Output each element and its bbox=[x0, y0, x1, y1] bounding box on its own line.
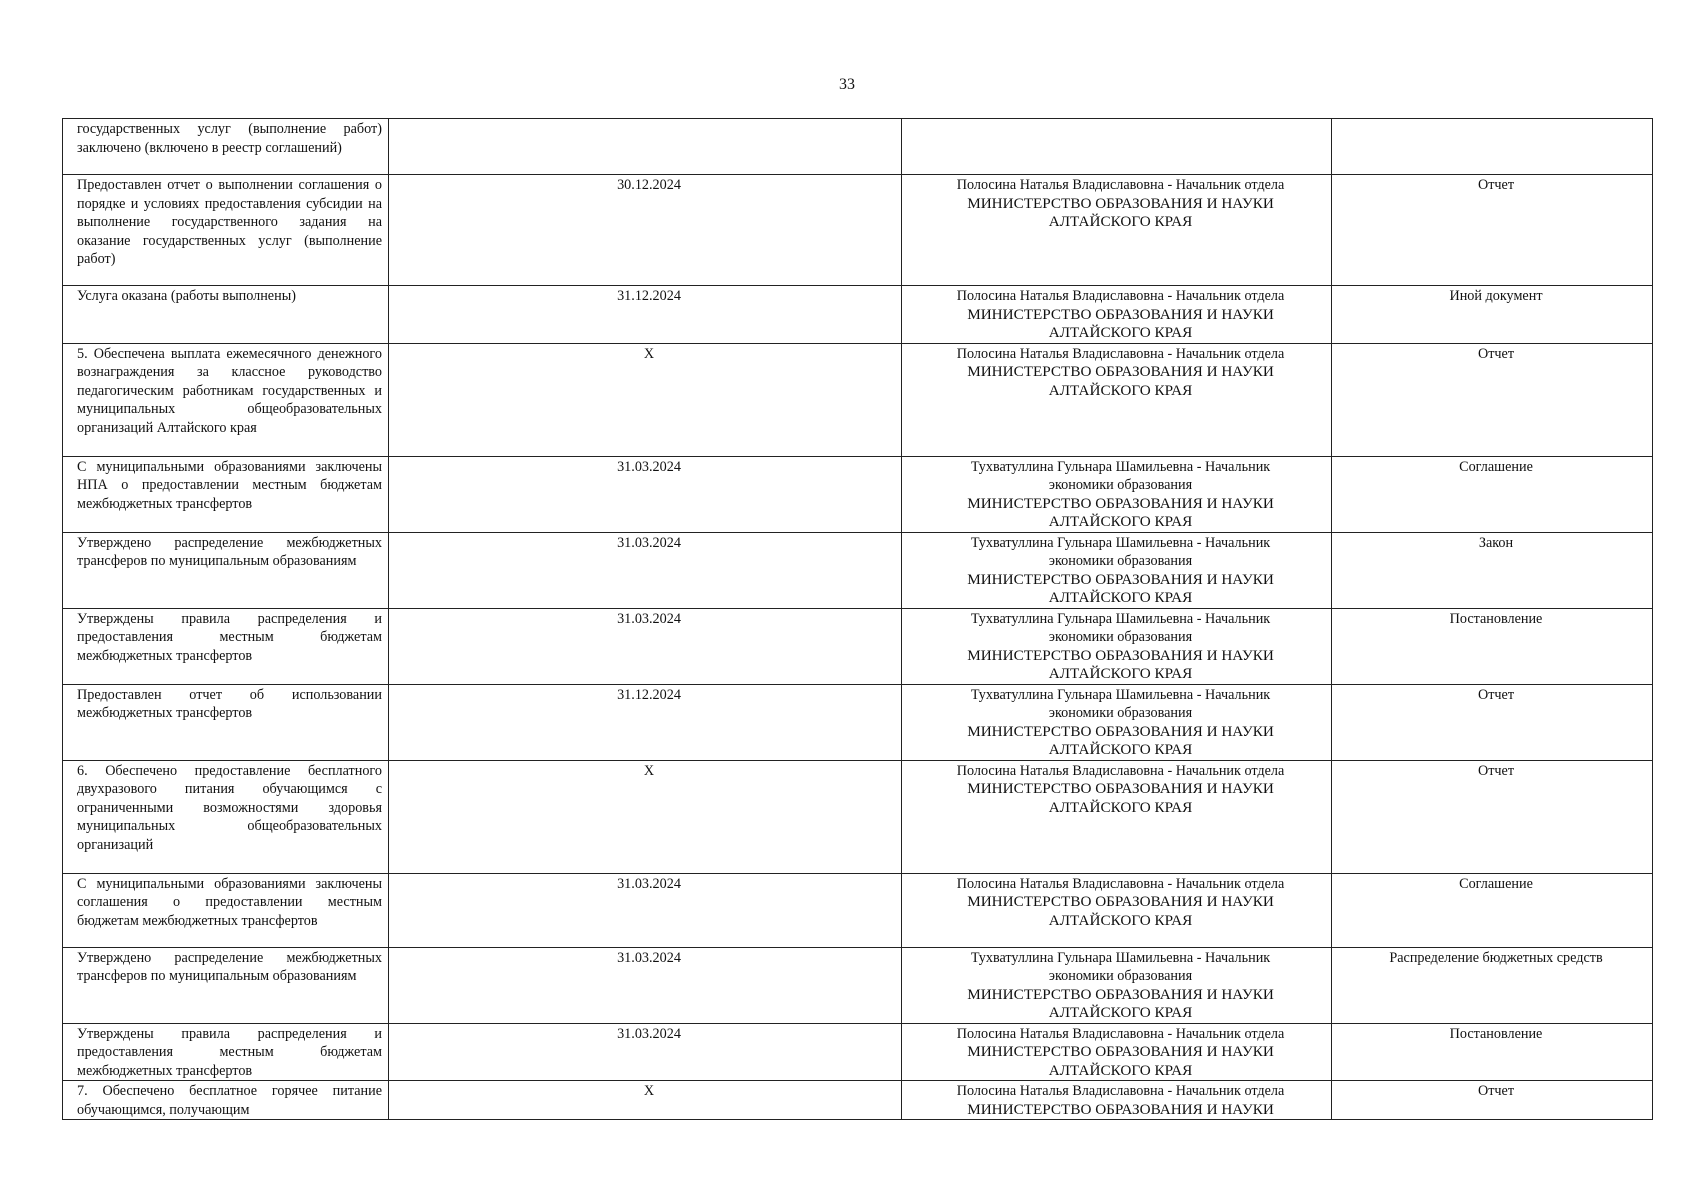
responsible-org: МИНИСТЕРСТВО ОБРАЗОВАНИЯ И НАУКИ bbox=[967, 1100, 1274, 1118]
responsible-name: Тухватуллина Гульнара Шамильевна - Начальник bbox=[970, 610, 1271, 627]
document-type-cell: Соглашение bbox=[1332, 873, 1653, 947]
table-row bbox=[63, 532, 1653, 608]
table-row bbox=[63, 286, 1653, 344]
responsible-name: Полосина Наталья Владиславовна - Начальник отдела bbox=[956, 1025, 1285, 1042]
responsible-name: Тухватуллина Гульнара Шамильевна - Начальник bbox=[970, 534, 1271, 551]
responsible-org: МИНИСТЕРСТВО ОБРАЗОВАНИЯ И НАУКИ АЛТАЙСКОГО КРАЯ bbox=[967, 1043, 1274, 1079]
responsible-name: Тухватуллина Гульнара Шамильевна - Начальник bbox=[970, 949, 1271, 966]
responsible-org: МИНИСТЕРСТВО ОБРАЗОВАНИЯ И НАУКИ АЛТАЙСКОГО КРАЯ bbox=[967, 570, 1274, 606]
table-row bbox=[63, 608, 1653, 684]
date-cell: 31.12.2024 bbox=[389, 286, 902, 344]
date-cell: X bbox=[389, 760, 902, 873]
responsible-cell bbox=[902, 760, 1332, 873]
event-cell: Утверждены правила распределения и предоставления местным бюджетам межбюджетных трансфертов bbox=[63, 1023, 389, 1081]
event-cell: государственных услуг (выполнение работ) заключено (включено в реестр соглашений) bbox=[63, 119, 389, 175]
date-cell: X bbox=[389, 1081, 902, 1120]
document-type-cell: Постановление bbox=[1332, 608, 1653, 684]
responsible-cell bbox=[902, 947, 1332, 1023]
date-cell: 31.03.2024 bbox=[389, 1023, 902, 1081]
responsible-org: МИНИСТЕРСТВО ОБРАЗОВАНИЯ И НАУКИ АЛТАЙСКОГО КРАЯ bbox=[967, 893, 1274, 929]
responsible-org: МИНИСТЕРСТВО ОБРАЗОВАНИЯ И НАУКИ АЛТАЙСКОГО КРАЯ bbox=[967, 494, 1274, 530]
table-row bbox=[63, 119, 1653, 175]
responsible-cell bbox=[902, 684, 1332, 760]
document-type-cell: Отчет bbox=[1332, 175, 1653, 286]
responsible-org: МИНИСТЕРСТВО ОБРАЗОВАНИЯ И НАУКИ АЛТАЙСКОГО КРАЯ bbox=[967, 363, 1274, 399]
responsible-cell bbox=[902, 175, 1332, 286]
table-row bbox=[63, 175, 1653, 286]
document-type-cell: Соглашение bbox=[1332, 456, 1653, 532]
document-type-cell: Закон bbox=[1332, 532, 1653, 608]
date-cell: 31.12.2024 bbox=[389, 684, 902, 760]
document-type-cell: Отчет bbox=[1332, 343, 1653, 456]
responsible-cell bbox=[902, 119, 1332, 175]
date-cell: 30.12.2024 bbox=[389, 175, 902, 286]
event-cell: С муниципальными образованиями заключены НПА о предоставлении местным бюджетам межбюджетных трансфертов bbox=[63, 456, 389, 532]
event-cell: 5. Обеспечена выплата ежемесячного денежного вознаграждения за классное руководство педагогическим работникам государственных и муниципальных общеобразовательных организаций Алтайского края bbox=[63, 343, 389, 456]
event-cell: 7. Обеспечено бесплатное горячее питание обучающимся, получающим bbox=[63, 1081, 389, 1120]
responsible-name: Полосина Наталья Владиславовна - Начальник отдела bbox=[956, 1083, 1285, 1099]
responsible-dept: экономики образования bbox=[1048, 705, 1193, 721]
table-row bbox=[63, 947, 1653, 1023]
document-type-cell: Распределение бюджетных средств bbox=[1332, 947, 1653, 1023]
date-cell: 31.03.2024 bbox=[389, 947, 902, 1023]
table-row bbox=[63, 456, 1653, 532]
responsible-org: МИНИСТЕРСТВО ОБРАЗОВАНИЯ И НАУКИ АЛТАЙСКОГО КРАЯ bbox=[967, 780, 1274, 816]
responsible-cell bbox=[902, 343, 1332, 456]
responsible-name: Полосина Наталья Владиславовна - Начальник отдела bbox=[956, 177, 1285, 193]
responsible-cell bbox=[902, 532, 1332, 608]
date-cell bbox=[389, 119, 902, 175]
event-cell: С муниципальными образованиями заключены соглашения о предоставлении местным бюджетам межбюджетных трансфертов bbox=[63, 873, 389, 947]
responsible-org: МИНИСТЕРСТВО ОБРАЗОВАНИЯ И НАУКИ АЛТАЙСКОГО КРАЯ bbox=[967, 194, 1274, 230]
responsible-name: Тухватуллина Гульнара Шамильевна - Начальник bbox=[970, 458, 1271, 475]
responsible-cell bbox=[902, 1081, 1332, 1120]
responsible-name: Полосина Наталья Владиславовна - Начальник отдела bbox=[956, 875, 1285, 892]
document-type-cell: Отчет bbox=[1332, 760, 1653, 873]
date-cell: 31.03.2024 bbox=[389, 456, 902, 532]
date-cell: X bbox=[389, 343, 902, 456]
event-cell: Предоставлен отчет о выполнении соглашения о порядке и условиях предоставления субсидии на выполнение государственного задания на оказание государственных услуг (выполнение работ) bbox=[63, 175, 389, 286]
responsible-cell bbox=[902, 456, 1332, 532]
date-cell: 31.03.2024 bbox=[389, 608, 902, 684]
event-cell: Утверждено распределение межбюджетных трансферов по муниципальным образованиям bbox=[63, 532, 389, 608]
responsible-org: МИНИСТЕРСТВО ОБРАЗОВАНИЯ И НАУКИ АЛТАЙСКОГО КРАЯ bbox=[967, 722, 1274, 758]
document-type-cell bbox=[1332, 119, 1653, 175]
event-cell: Услуга оказана (работы выполнены) bbox=[63, 286, 389, 344]
responsible-org: МИНИСТЕРСТВО ОБРАЗОВАНИЯ И НАУКИ АЛТАЙСКОГО КРАЯ bbox=[967, 305, 1274, 341]
page-number: 33 bbox=[839, 76, 855, 93]
responsible-name: Полосина Наталья Владиславовна - Начальник отдела bbox=[956, 288, 1285, 304]
date-cell: 31.03.2024 bbox=[389, 532, 902, 608]
responsible-dept: экономики образования bbox=[1048, 553, 1193, 569]
plan-table bbox=[62, 118, 1653, 1120]
event-cell: Утверждено распределение межбюджетных трансферов по муниципальным образованиям bbox=[63, 947, 389, 1023]
responsible-name: Полосина Наталья Владиславовна - Начальник отдела bbox=[956, 762, 1285, 779]
responsible-org: МИНИСТЕРСТВО ОБРАЗОВАНИЯ И НАУКИ АЛТАЙСКОГО КРАЯ bbox=[967, 985, 1274, 1021]
responsible-dept: экономики образования bbox=[1048, 629, 1193, 645]
table-row bbox=[63, 873, 1653, 947]
responsible-cell bbox=[902, 608, 1332, 684]
table-row bbox=[63, 343, 1653, 456]
event-cell: Утверждены правила распределения и предоставления местным бюджетам межбюджетных трансфертов bbox=[63, 608, 389, 684]
responsible-org: МИНИСТЕРСТВО ОБРАЗОВАНИЯ И НАУКИ АЛТАЙСКОГО КРАЯ bbox=[967, 646, 1274, 682]
responsible-name: Тухватуллина Гульнара Шамильевна - Начальник bbox=[970, 686, 1271, 703]
document-type-cell: Отчет bbox=[1332, 1081, 1653, 1120]
event-cell: Предоставлен отчет об использовании межбюджетных трансфертов bbox=[63, 684, 389, 760]
document-type-cell: Отчет bbox=[1332, 684, 1653, 760]
date-cell: 31.03.2024 bbox=[389, 873, 902, 947]
table-row bbox=[63, 760, 1653, 873]
plan-table-body bbox=[63, 119, 1653, 1120]
table-row bbox=[63, 1081, 1653, 1120]
table-row bbox=[63, 1023, 1653, 1081]
responsible-name: Полосина Наталья Владиславовна - Начальник отдела bbox=[956, 345, 1285, 362]
responsible-cell bbox=[902, 1023, 1332, 1081]
responsible-dept: экономики образования bbox=[1048, 477, 1193, 493]
responsible-dept: экономики образования bbox=[1048, 968, 1193, 984]
table-row bbox=[63, 684, 1653, 760]
event-cell: 6. Обеспечено предоставление бесплатного двухразового питания обучающимся с ограниченными возможностями здоровья муниципальных общеобразовательных организаций bbox=[63, 760, 389, 873]
document-type-cell: Иной документ bbox=[1332, 286, 1653, 344]
responsible-cell bbox=[902, 873, 1332, 947]
responsible-cell bbox=[902, 286, 1332, 344]
document-type-cell: Постановление bbox=[1332, 1023, 1653, 1081]
